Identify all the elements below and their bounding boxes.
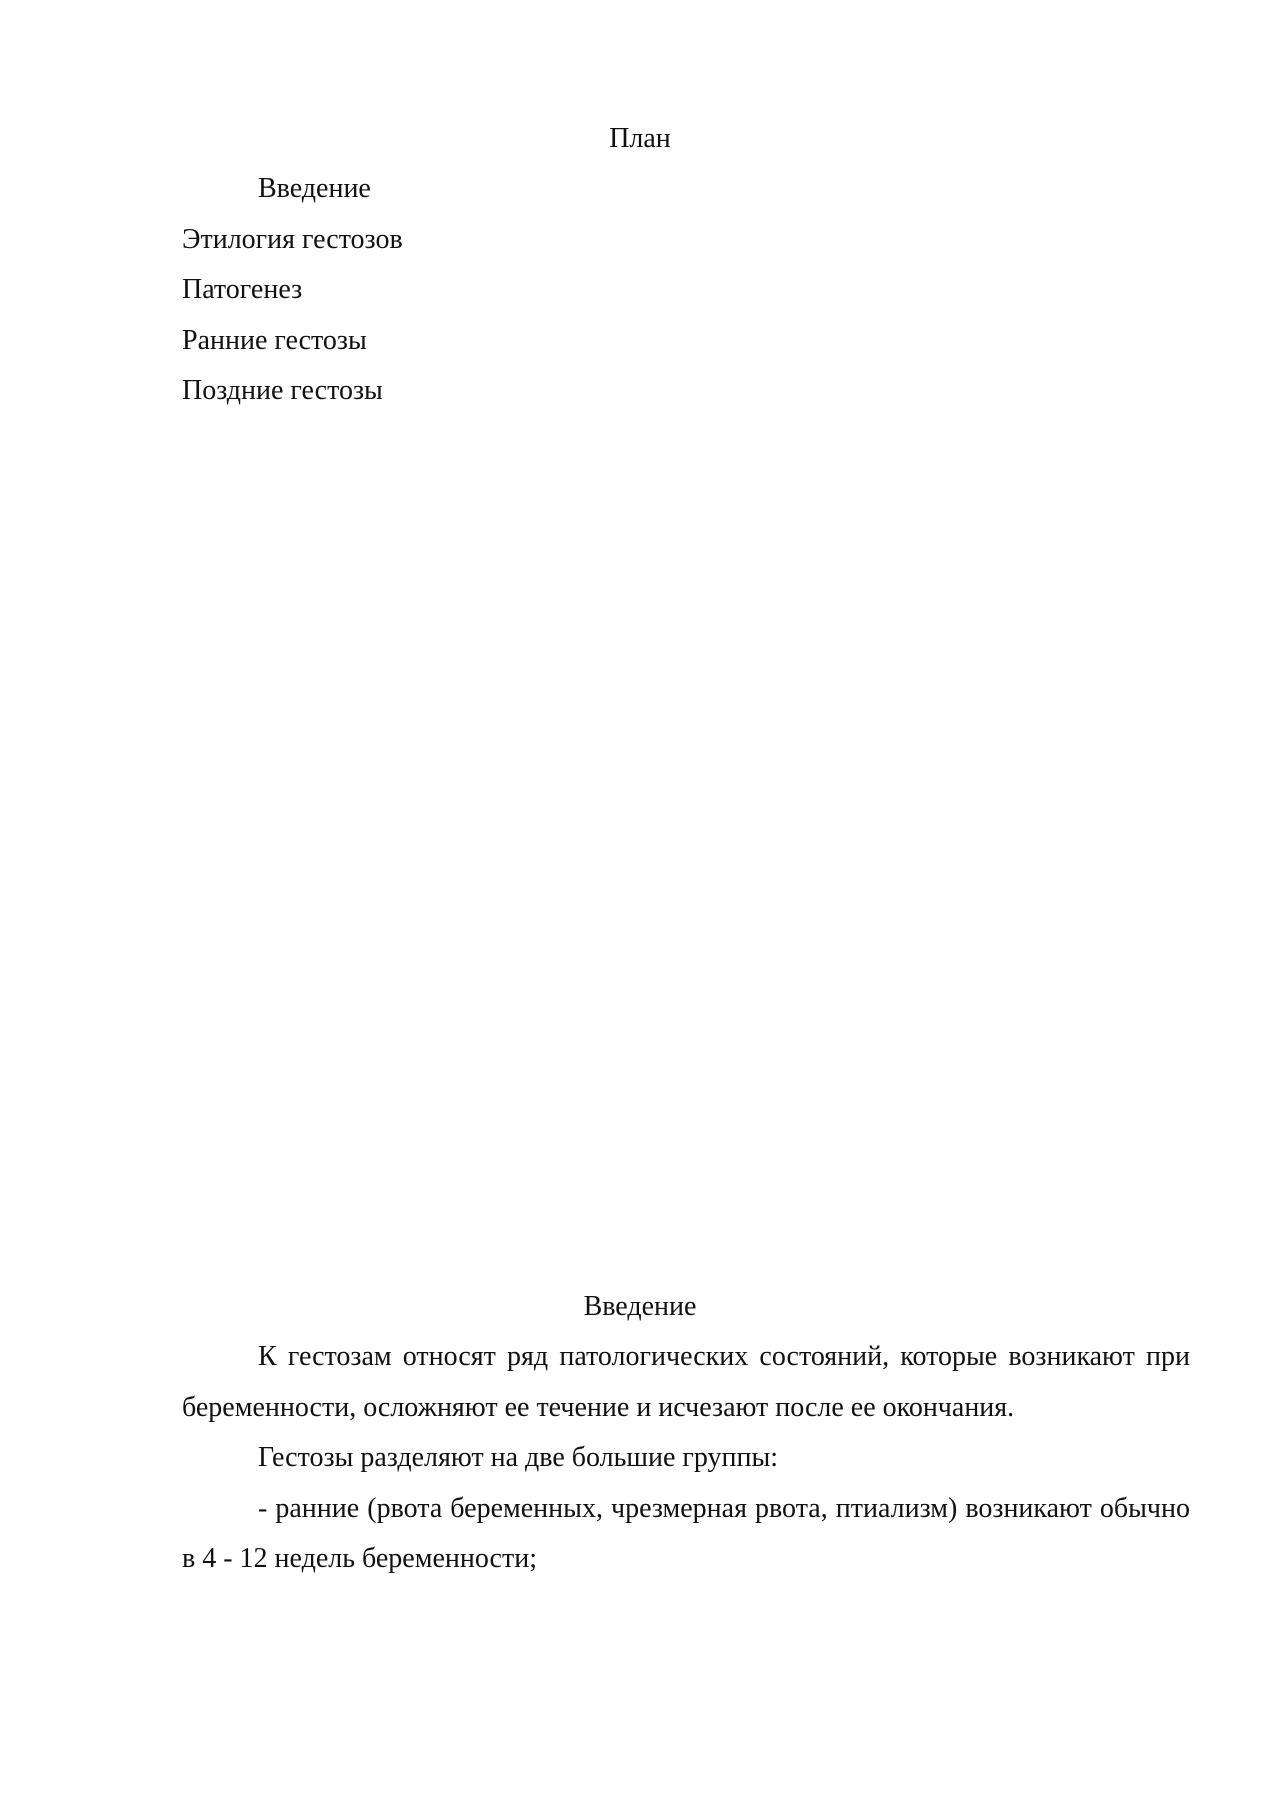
introduction-paragraph: Гестозы разделяют на две большие группы: [258,1442,779,1473]
plan-item-late-gestosis: Поздние гестозы [182,375,383,406]
plan-item-early-gestosis: Ранние гестозы [182,324,367,356]
plan-title: План [609,123,671,154]
introduction-title: Введение [583,1291,697,1322]
plan-item-introduction: Введение [258,173,371,204]
introduction-paragraph: К гестозам относят ряд патологических состояний, которые возникают при беременности, осложняют ее течение и исчезают после ее окончания. [182,1341,1190,1423]
plan-item-etiology: Этилогия гестозов [182,223,403,255]
plan-item-pathogenesis: Патогенез [182,274,303,305]
plan-list [182,164,403,417]
introduction-body [182,1332,1190,1585]
introduction-paragraph: - ранние (рвота беременных, чрезмерная рвота, птиализм) возникают обычно в 4 - 12 недель беременности; [182,1492,1190,1574]
